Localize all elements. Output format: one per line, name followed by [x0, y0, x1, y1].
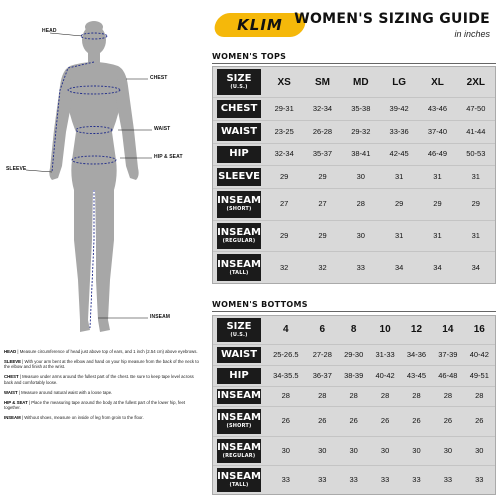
row-label: HIP	[229, 369, 249, 381]
divider	[212, 311, 496, 312]
table-cell: 32	[265, 251, 303, 283]
size-header-cell: 16	[473, 324, 485, 336]
size-header-cell: SM	[314, 76, 330, 88]
row-label: INSEAM	[217, 390, 261, 402]
row-sublabel: (SHORT)	[226, 423, 252, 430]
table-cell: 29	[303, 165, 341, 188]
table-cell: 28	[342, 188, 380, 220]
row-label: SIZE	[226, 73, 252, 85]
table-cell: 30	[342, 220, 380, 252]
row-label-cell	[213, 406, 265, 435]
size-header-cell: 14	[442, 324, 454, 336]
row-label: SIZE	[226, 320, 252, 332]
table-cell: 31	[457, 165, 495, 188]
table-cell: 32-34	[265, 143, 303, 166]
table-cell: 46-49	[418, 143, 456, 166]
table-row	[213, 120, 495, 143]
callout-head: HEAD	[42, 28, 57, 34]
size-header-cell: XS	[277, 76, 291, 88]
table-cell: 30	[464, 436, 495, 465]
table-cell: 28	[369, 386, 400, 407]
table-cell: 35-37	[303, 143, 341, 166]
row-sublabel: (U.S.)	[230, 84, 248, 91]
row-label: INSEAM	[217, 226, 261, 238]
table-cell: 36-37	[307, 365, 338, 386]
table-cell: 47-50	[457, 97, 495, 120]
table-cell: 29	[303, 220, 341, 252]
table-cell: 26	[307, 406, 338, 435]
table-cell: 42-45	[380, 143, 418, 166]
row-label: INSEAM	[217, 470, 261, 482]
size-header-cell: LG	[392, 76, 407, 88]
table-cell: 39-42	[380, 97, 418, 120]
body-figure-diagram	[0, 0, 200, 340]
table-row	[213, 165, 495, 188]
table-cell: 40-42	[464, 344, 495, 365]
table-cell: 23-25	[265, 120, 303, 143]
table-cell: 29	[418, 188, 456, 220]
table-cell: 30	[338, 436, 369, 465]
table-cell: 26	[369, 406, 400, 435]
table-cell: 31	[380, 220, 418, 252]
table-cell: 34-36	[401, 344, 432, 365]
table-cell: 33	[401, 465, 432, 494]
table-cell: 37-39	[432, 344, 463, 365]
table-cell: 33-36	[380, 120, 418, 143]
note-sleeve: SLEEVE | With your arm bent at the elbow and hand on your hip measure from the back of the neck to the elbow and finish at the wrist.	[4, 359, 199, 370]
size-label-cell	[213, 316, 265, 344]
table-cell: 41-44	[457, 120, 495, 143]
row-label: INSEAM	[217, 441, 261, 453]
row-sublabel: (TALL)	[229, 269, 249, 276]
row-label-cell	[213, 344, 265, 365]
table-cell: 29-31	[265, 97, 303, 120]
table-cell: 28	[338, 386, 369, 407]
woman-silhouette	[0, 0, 200, 340]
row-label: HIP	[229, 148, 249, 160]
table-row	[213, 251, 495, 283]
note-head: HEAD | Measure circumference of head just above top of ears, and 1 inch (2.54 cm) above eyebrows.	[4, 349, 198, 354]
row-sublabel: (TALL)	[229, 481, 249, 488]
row-label: CHEST	[220, 103, 258, 115]
row-label-cell	[213, 120, 265, 143]
table-row	[213, 97, 495, 120]
table-cell: 29	[380, 188, 418, 220]
row-sublabel: (REGULAR)	[222, 237, 256, 244]
table-row	[213, 344, 495, 365]
row-label-cell	[213, 465, 265, 494]
table-cell: 38-39	[338, 365, 369, 386]
row-label-cell	[213, 365, 265, 386]
row-label-cell	[213, 251, 265, 283]
table-cell: 33	[432, 465, 463, 494]
table-cell: 29	[457, 188, 495, 220]
table-cell: 40-42	[369, 365, 400, 386]
table-cell: 34	[457, 251, 495, 283]
table-cell: 33	[342, 251, 380, 283]
table-cell: 27	[265, 188, 303, 220]
table-cell: 33	[369, 465, 400, 494]
table-cell: 27	[303, 188, 341, 220]
size-header-row	[213, 67, 495, 97]
table-row	[213, 143, 495, 166]
table-row	[213, 406, 495, 435]
size-header-cell: 2XL	[466, 76, 485, 88]
table-cell: 28	[464, 386, 495, 407]
table-row	[213, 365, 495, 386]
row-label: INSEAM	[217, 412, 261, 424]
table-cell: 35-38	[342, 97, 380, 120]
row-label: SLEEVE	[218, 171, 260, 182]
measurement-instructions	[4, 349, 200, 425]
table-cell: 29	[265, 220, 303, 252]
table-cell: 32	[303, 251, 341, 283]
bottoms-section-title: WOMEN'S BOTTOMS	[212, 300, 308, 309]
table-cell: 31	[418, 165, 456, 188]
size-header-cell: 4	[283, 324, 289, 336]
size-header-cell: 10	[379, 324, 391, 336]
table-cell: 50-53	[457, 143, 495, 166]
table-cell: 30	[369, 436, 400, 465]
table-cell: 29-30	[338, 344, 369, 365]
row-label: INSEAM	[217, 258, 261, 270]
note-chest: CHEST | Measure under arms around the fullest part of the chest. Be sure to keep tape level across back and comfortably loose.	[4, 374, 194, 385]
table-cell: 26	[265, 406, 307, 435]
table-cell: 27-28	[307, 344, 338, 365]
table-cell: 31	[418, 220, 456, 252]
size-header-row	[213, 316, 495, 344]
table-cell: 49-51	[464, 365, 495, 386]
table-cell: 28	[432, 386, 463, 407]
note-waist: WAIST | Measure around natural waist with a loose tape.	[4, 389, 113, 395]
row-label-cell	[213, 436, 265, 465]
size-header-cell: 8	[350, 324, 357, 336]
table-cell: 33	[338, 465, 369, 494]
table-cell: 46-48	[432, 365, 463, 386]
table-cell: 31-33	[369, 344, 400, 365]
table-cell: 26	[432, 406, 463, 435]
table-cell: 43-46	[418, 97, 456, 120]
table-row	[213, 188, 495, 220]
table-cell: 43-45	[401, 365, 432, 386]
tops-section-title: WOMEN'S TOPS	[212, 52, 287, 61]
row-sublabel: (REGULAR)	[222, 452, 256, 459]
size-header-cell: MD	[353, 76, 369, 88]
row-label: WAIST	[220, 125, 258, 137]
table-cell: 33	[265, 465, 307, 494]
row-label: WAIST	[220, 348, 258, 360]
table-cell: 34-35.5	[265, 365, 307, 386]
note-hip-seat: HIP & SEAT | Place the measuring tape around the body at the fullest part of the lower hip, feet together.	[4, 399, 186, 411]
callout-chest: CHEST	[150, 75, 168, 81]
row-label-cell	[213, 165, 265, 188]
klim-logo: KLIM	[212, 13, 308, 37]
table-cell: 28	[307, 386, 338, 407]
size-label-cell	[213, 67, 265, 97]
table-cell: 26	[464, 406, 495, 435]
table-cell: 31	[457, 220, 495, 252]
table-row	[213, 386, 495, 407]
table-cell: 28	[401, 386, 432, 407]
table-cell: 26-28	[303, 120, 341, 143]
page-header	[212, 10, 496, 46]
table-cell: 26	[401, 406, 432, 435]
table-cell: 33	[464, 465, 495, 494]
table-cell: 34	[380, 251, 418, 283]
table-cell: 29-32	[342, 120, 380, 143]
table-cell: 28	[265, 386, 307, 407]
page-subtitle: in inches	[454, 29, 490, 39]
table-cell: 30	[432, 436, 463, 465]
row-label-cell	[213, 220, 265, 252]
size-header-cell: 12	[410, 324, 423, 336]
table-cell: 30	[265, 436, 307, 465]
table-cell: 25-26.5	[265, 344, 307, 365]
table-cell: 32-34	[303, 97, 341, 120]
table-cell: 34	[418, 251, 456, 283]
row-label-cell	[213, 386, 265, 407]
tops-size-table	[212, 66, 496, 284]
table-row	[213, 436, 495, 465]
row-sublabel: (U.S.)	[230, 331, 248, 338]
size-header-cell: XL	[431, 76, 444, 88]
table-cell: 26	[338, 406, 369, 435]
row-label-cell	[213, 188, 265, 220]
page-title: WOMEN'S SIZING GUIDE	[294, 11, 490, 27]
callout-hip-seat: HIP & SEAT	[154, 154, 183, 160]
table-cell: 30	[307, 436, 338, 465]
table-cell: 30	[401, 436, 432, 465]
note-inseam: INSEAM | Without shoes, measure on inside of leg from groin to the floor.	[4, 415, 144, 421]
table-cell: 30	[342, 165, 380, 188]
callout-sleeve: SLEEVE	[6, 166, 27, 172]
row-sublabel: (SHORT)	[226, 206, 252, 213]
callout-inseam: INSEAM	[150, 314, 171, 320]
divider	[212, 63, 496, 64]
table-row	[213, 220, 495, 252]
table-row	[213, 465, 495, 494]
row-label-cell	[213, 97, 265, 120]
callout-waist: WAIST	[154, 126, 171, 132]
table-cell: 38-41	[342, 143, 380, 166]
row-label-cell	[213, 143, 265, 166]
bottoms-size-table	[212, 315, 496, 495]
table-cell: 31	[380, 165, 418, 188]
size-header-cell: 6	[319, 324, 326, 336]
row-label: INSEAM	[217, 195, 261, 207]
table-cell: 37-40	[418, 120, 456, 143]
table-cell: 29	[265, 165, 303, 188]
table-cell: 33	[307, 465, 338, 494]
